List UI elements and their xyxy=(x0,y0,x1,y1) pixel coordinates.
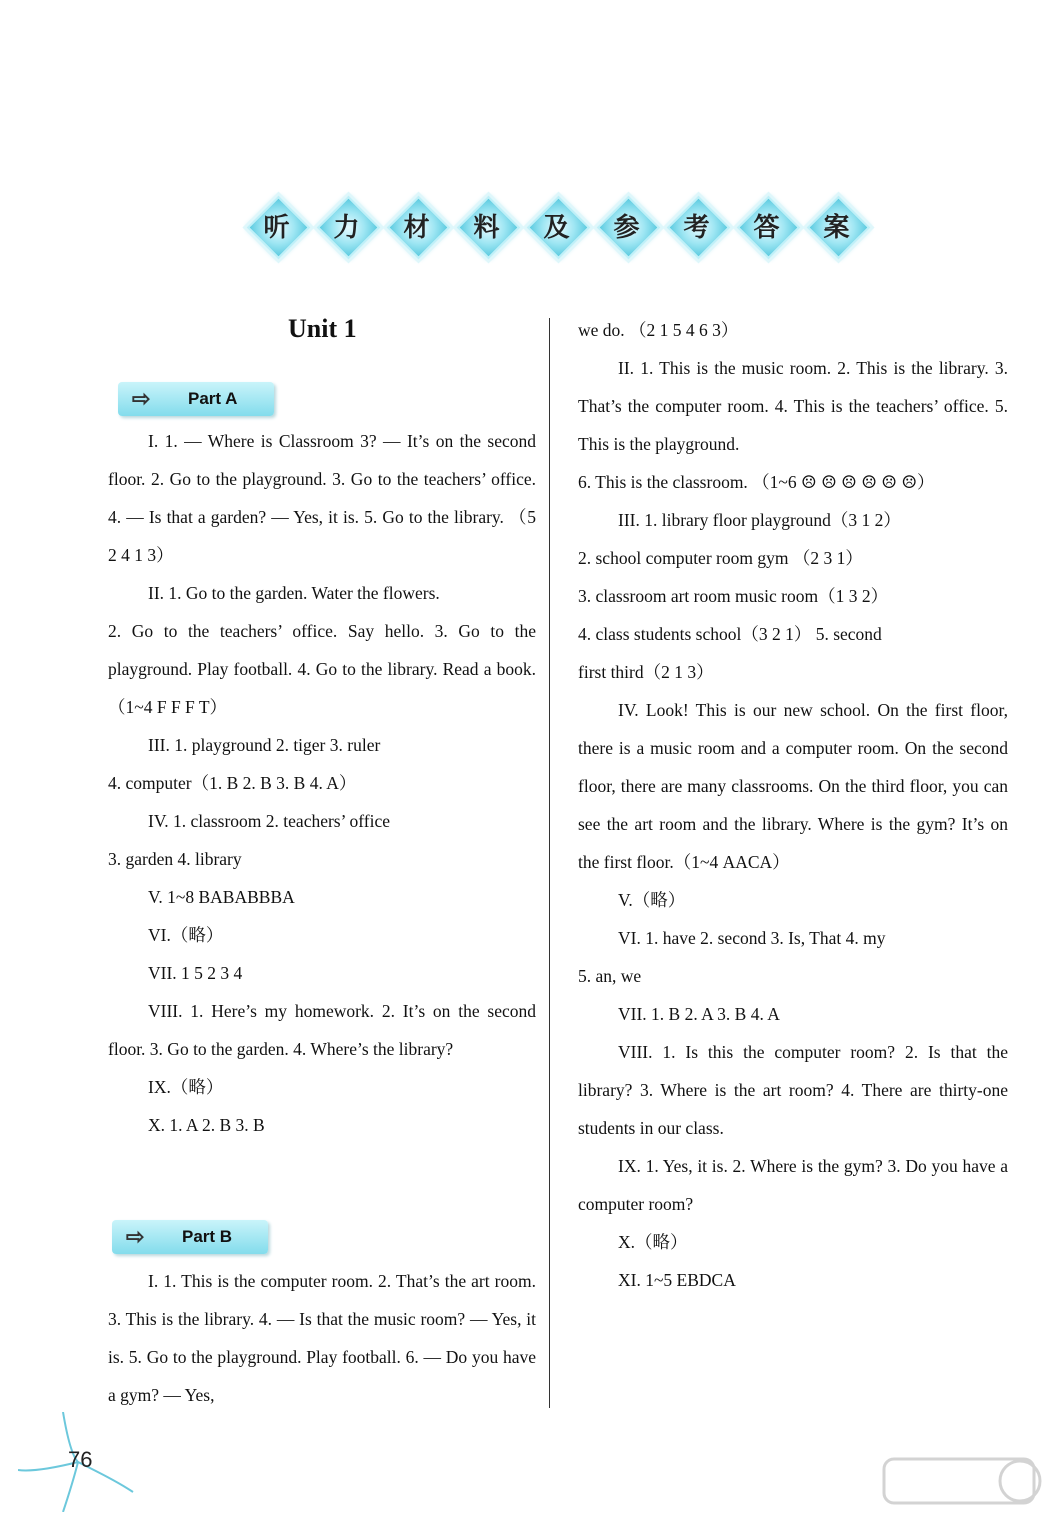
title-diamond xyxy=(736,195,797,256)
answer-paragraph: we do. （2 1 5 4 6 3） xyxy=(578,320,739,340)
answer-paragraph: IV. Look! This is our new school. On the first floor, there is a music room and a computer room. On the second floor, there are many classrooms. On the third floor, you can see the art room and the library. Where is the gym? It’s on the first floor.（1~4 AACA） xyxy=(578,700,1008,872)
title-char: 料 xyxy=(473,213,500,243)
left-column-part-b xyxy=(108,1262,536,1414)
title-char: 听 xyxy=(263,213,290,243)
answer-paragraph: IV. 1. classroom 2. teachers’ office xyxy=(148,811,391,831)
answer-paragraph: 5. an, we xyxy=(578,966,642,986)
part-b-header xyxy=(106,1214,268,1264)
answer-paragraph: 6. This is the classroom. （1~6 ☹ ☹ ☹ ☹ ☹ ☹） xyxy=(578,472,935,492)
answer-paragraph: 4. computer（1. B 2. B 3. B 4. A） xyxy=(108,773,357,793)
part-a-header xyxy=(112,376,274,426)
answer-paragraph: VIII. 1. Here’s my homework. 2. It’s on the second floor. 3. Go to the garden. 4. Where’s the library? xyxy=(108,1001,536,1059)
answer-paragraph: V. 1~8 BABABBBA xyxy=(148,887,295,907)
title-char: 及 xyxy=(543,213,570,243)
answer-paragraph: VII. 1 5 2 3 4 xyxy=(148,963,243,983)
answer-paragraph: II. 1. This is the music room. 2. This is the library. 3. That’s the computer room. 4. This is the teachers’ office. 5. This is the playground. xyxy=(578,358,1008,454)
answer-paragraph: IX.（略） xyxy=(148,1077,224,1097)
answer-paragraph: I. 1. This is the computer room. 2. That’s the art room. 3. This is the library. 4. — Is that the music room? — Yes, it is. 5. Go to the playground. Play football. 6. — Do you have a gym? — Yes, xyxy=(108,1271,536,1405)
title-diamond xyxy=(246,195,307,256)
title-char: 答 xyxy=(753,213,780,243)
part-b-label: Part B xyxy=(182,1227,233,1246)
answer-paragraph: VI. 1. have 2. second 3. Is, That 4. my xyxy=(618,928,886,948)
unit-title: Unit 1 xyxy=(288,314,357,343)
answer-paragraph: III. 1. library floor playground（3 1 2） xyxy=(618,510,901,530)
arrow-right-icon: ⇨ xyxy=(132,386,151,411)
answer-paragraph: VI.（略） xyxy=(148,925,224,945)
title-char: 考 xyxy=(683,213,710,243)
answer-paragraph: IX. 1. Yes, it is. 2. Where is the gym? 3. Do you have a computer room? xyxy=(578,1156,1008,1214)
answer-paragraph: 3. garden 4. library xyxy=(108,849,242,869)
header-title xyxy=(246,195,886,265)
arrow-right-icon: ⇨ xyxy=(126,1224,145,1249)
part-a-label: Part A xyxy=(188,389,238,408)
title-diamond xyxy=(666,195,727,256)
answer-paragraph: III. 1. playground 2. tiger 3. ruler xyxy=(148,735,381,755)
title-char: 力 xyxy=(333,213,360,243)
title-diamond xyxy=(386,195,447,256)
column-divider xyxy=(549,318,550,1408)
part-b-tab xyxy=(112,1220,268,1254)
answer-paragraph: V.（略） xyxy=(618,890,686,910)
answer-paragraph: first third（2 1 3） xyxy=(578,662,714,682)
left-column-part-a xyxy=(108,422,536,1144)
answer-paragraph: VIII. 1. Is this the computer room? 2. Is that the library? 3. Where is the art room? 4. There are thirty-one students in our class. xyxy=(578,1042,1008,1138)
watermark-logo-icon xyxy=(880,1455,1050,1530)
title-char: 案 xyxy=(823,213,850,243)
answer-paragraph: X. 1. A 2. B 3. B xyxy=(148,1115,265,1135)
title-char: 参 xyxy=(613,213,640,243)
part-a-tab xyxy=(118,382,274,416)
answer-paragraph: X.（略） xyxy=(618,1232,688,1252)
title-diamond xyxy=(316,195,377,256)
page-number: 76 xyxy=(68,1447,93,1472)
answer-paragraph: I. 1. — Where is Classroom 3? — It’s on the second floor. 2. Go to the playground. 3. Go to the teachers’ office. 4. — Is that a garden? — Yes, it is. 5. Go to the library. （5 2 4 1 3） xyxy=(108,431,536,565)
answer-paragraph: II. 1. Go to the garden. Water the flowers. xyxy=(148,583,440,603)
title-diamond xyxy=(596,195,657,256)
answer-paragraph: 2. Go to the teachers’ office. Say hello. 3. Go to the playground. Play football. 4. Go to the library. Read a book. （1~4 F F F T） xyxy=(108,621,536,717)
answer-paragraph: 4. class students school（3 2 1） 5. second xyxy=(578,624,882,644)
title-char: 材 xyxy=(403,213,430,243)
title-diamond xyxy=(806,195,867,256)
answer-paragraph: XI. 1~5 EBDCA xyxy=(618,1270,736,1290)
right-column xyxy=(578,311,1008,1299)
title-diamond xyxy=(456,195,517,256)
answer-paragraph: 2. school computer room gym （2 3 1） xyxy=(578,548,863,568)
answer-paragraph: VII. 1. B 2. A 3. B 4. A xyxy=(618,1004,780,1024)
answer-paragraph: 3. classroom art room music room（1 3 2） xyxy=(578,586,889,606)
title-diamond xyxy=(526,195,587,256)
